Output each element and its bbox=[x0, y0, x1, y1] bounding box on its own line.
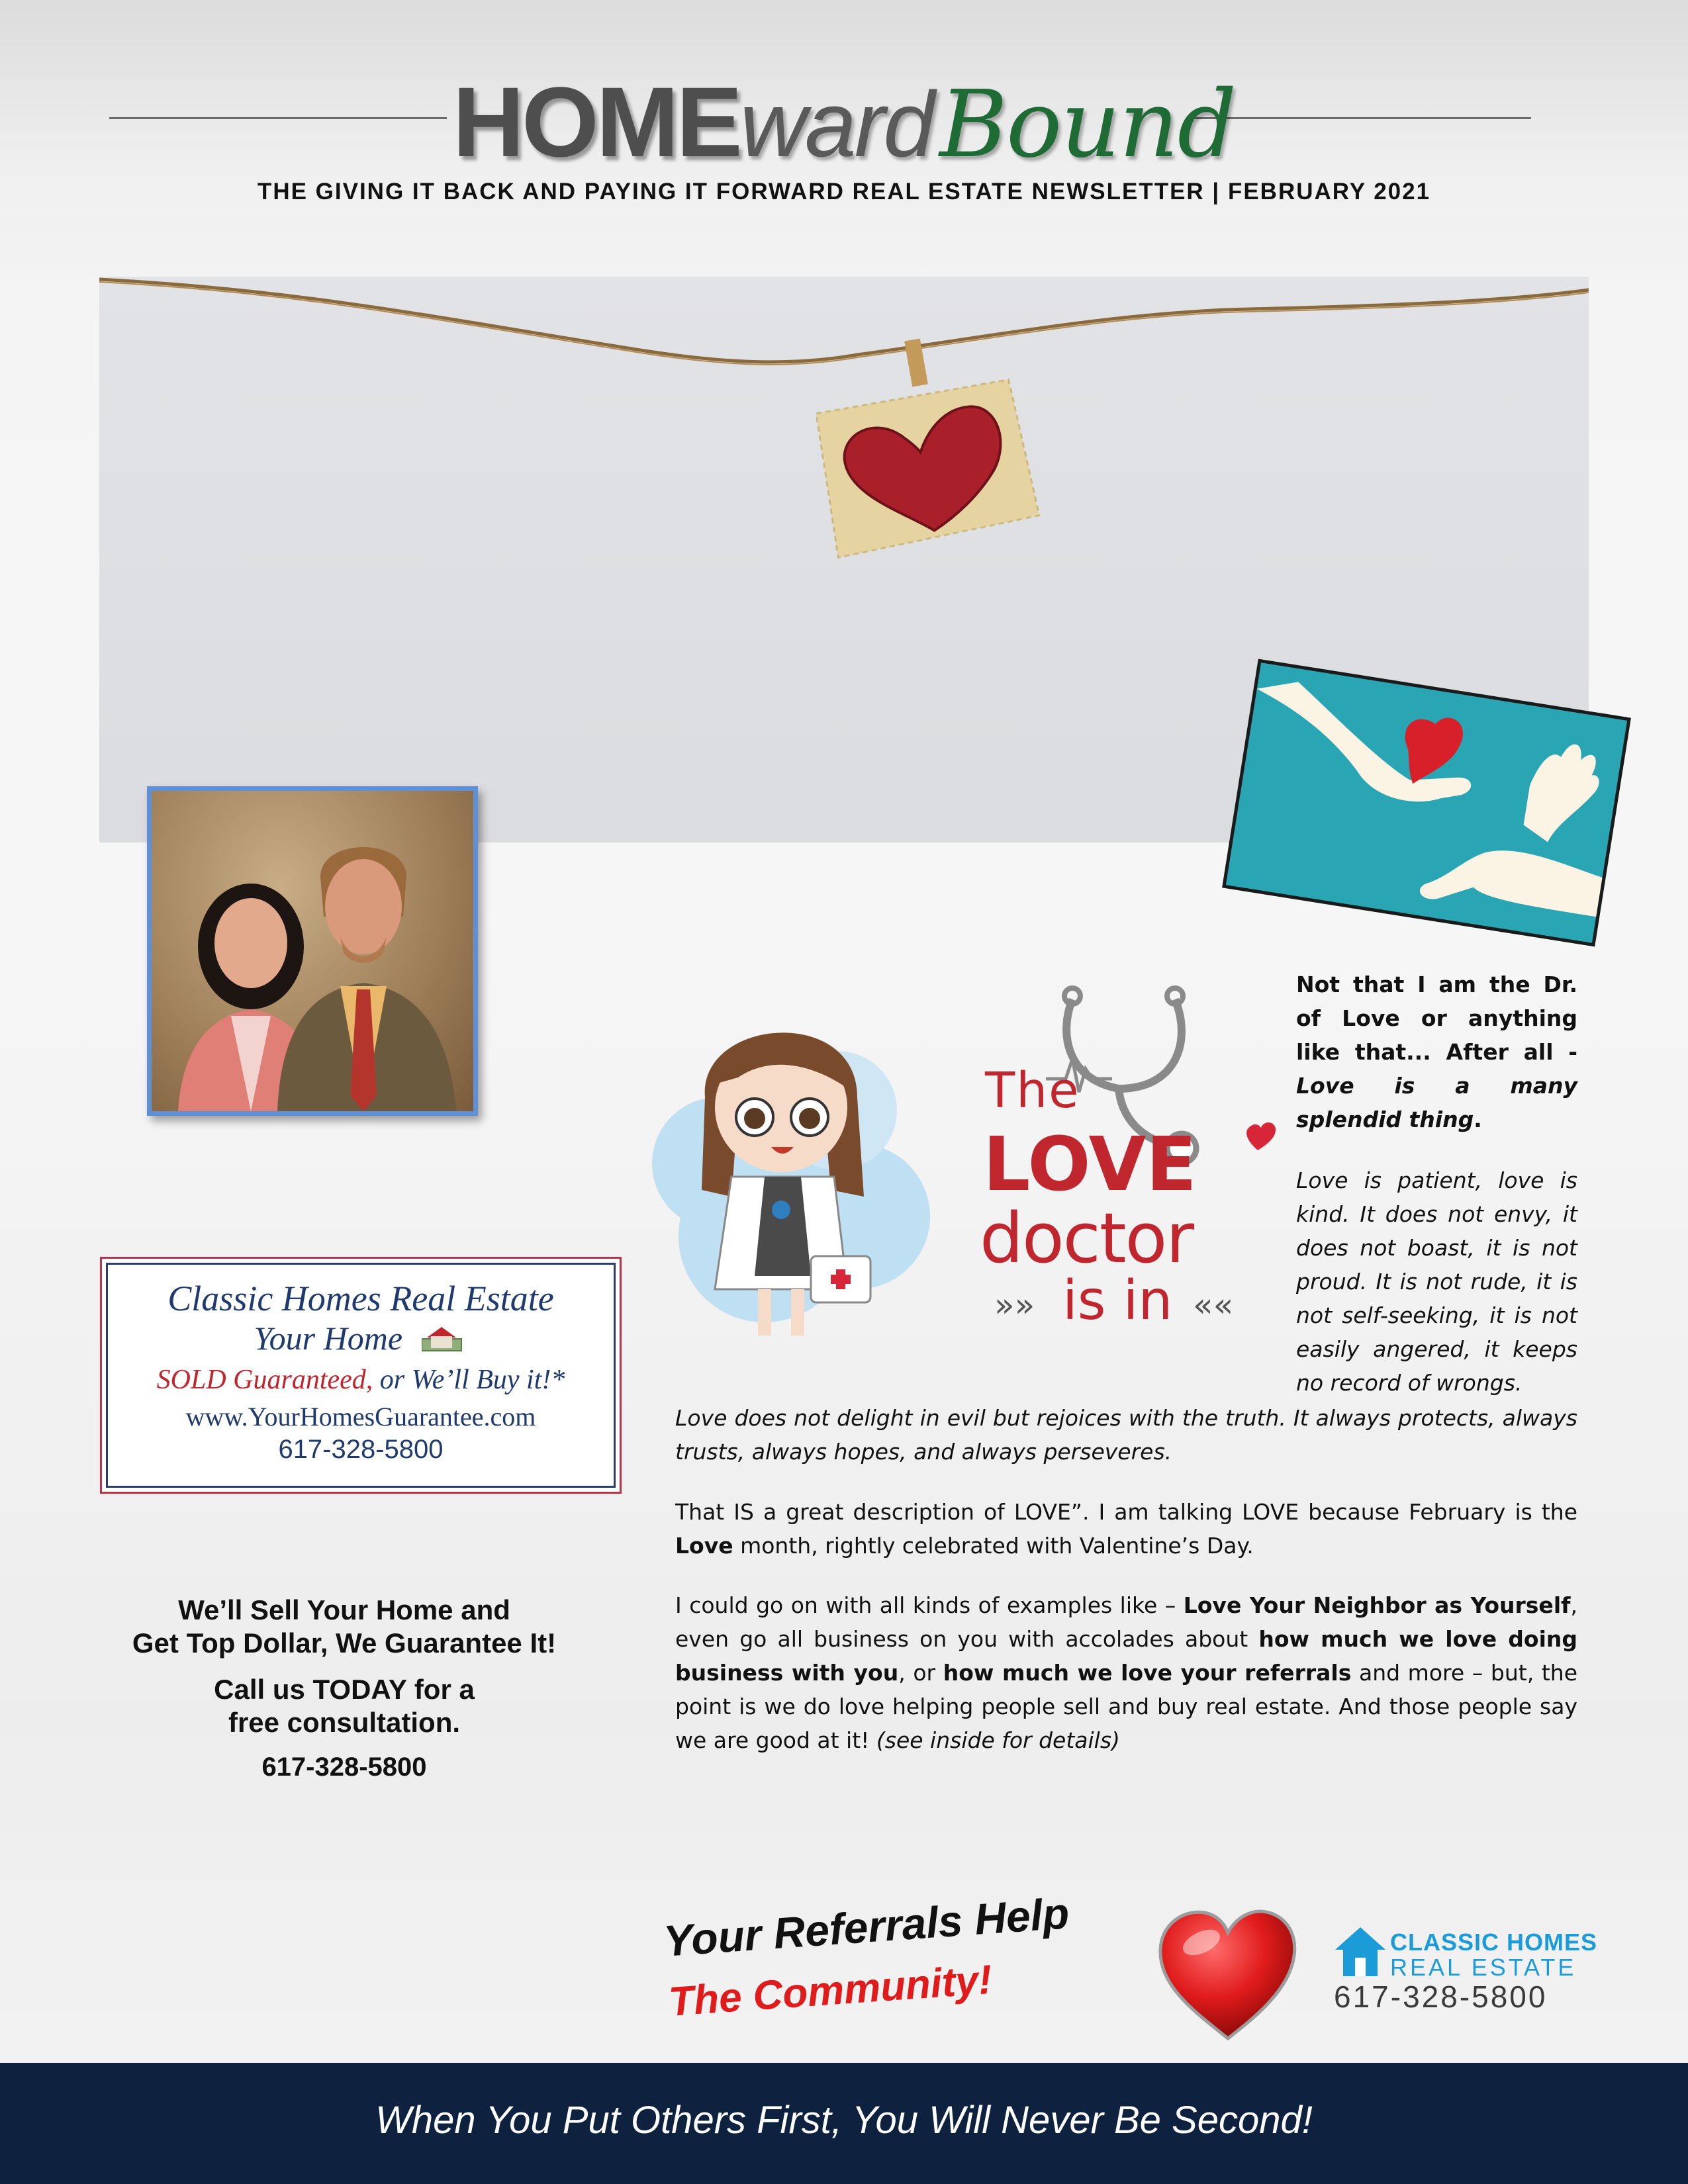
ad-your-home: Your Home bbox=[108, 1319, 614, 1361]
ad-company-name: Classic Homes Real Estate bbox=[167, 1279, 554, 1318]
guarantee-ad bbox=[106, 1263, 616, 1488]
logo-phone[interactable]: 617-328-5800 bbox=[1334, 1979, 1548, 2014]
logo-line-2: REAL ESTATE bbox=[1390, 1954, 1577, 1981]
sell-line-1: We’ll Sell Your Home and bbox=[178, 1594, 510, 1625]
footer-tagline: When You Put Others First, You Will Never Be Second! bbox=[375, 2099, 1313, 2142]
article-intro: Not that I am the Dr. of Love or anything like that... After all - Love is a many splendid thing. bbox=[1296, 972, 1577, 1132]
big-heart-icon bbox=[1155, 1906, 1301, 2045]
doctor-cartoon bbox=[639, 978, 983, 1349]
ad-guarantee-line: SOLD Guaranteed, or We’ll Buy it!* bbox=[156, 1364, 565, 1395]
logo-doctor: doctor bbox=[980, 1198, 1193, 1279]
small-heart-icon bbox=[1246, 1122, 1276, 1150]
referrals-headline: Your Referrals Help bbox=[662, 1888, 1071, 1966]
call-line-2: free consultation. bbox=[228, 1707, 461, 1738]
logo-is-in: is in bbox=[1062, 1269, 1173, 1332]
masthead-ward: ward bbox=[739, 72, 933, 176]
newsletter-masthead bbox=[0, 65, 1688, 177]
referrals-community: The Community! bbox=[667, 1956, 994, 2025]
logo-line-1: CLASSIC HOMES bbox=[1390, 1929, 1598, 1956]
masthead-home: HOME bbox=[452, 66, 740, 177]
article-love-passage-cont: Love does not delight in evil but rejoices with the truth. It always protects, always trusts, always hopes, and always perseveres. bbox=[675, 1405, 1577, 1465]
agents-photo bbox=[147, 786, 478, 1116]
call-line-1: Call us TODAY for a bbox=[214, 1674, 475, 1705]
article-paragraph-4: I could go on with all kinds of examples like – Love Your Neighbor as Yourself, even go all business on you with accolades about how much we love doing business with you, or how much we love your referrals and more – but, the point is we do love helping people sell and buy real estate. And those people say we are good at it! (see inside for details) bbox=[675, 1592, 1578, 1753]
newsletter-subtitle: THE GIVING IT BACK AND PAYING IT FORWARD REAL ESTATE NEWSLETTER | FEBRUARY 2021 bbox=[257, 179, 1431, 205]
classic-homes-logo bbox=[1331, 1925, 1598, 2017]
house-icon bbox=[1334, 1925, 1387, 1979]
sell-phone[interactable]: 617-328-5800 bbox=[261, 1752, 427, 1782]
love-doctor-logo bbox=[980, 979, 1291, 1350]
ad-url[interactable]: www.YourHomesGuarantee.com bbox=[185, 1401, 536, 1432]
logo-arrows-left: »» bbox=[994, 1286, 1035, 1324]
logo-the: The bbox=[985, 1062, 1080, 1119]
logo-arrows-right: «« bbox=[1193, 1286, 1234, 1324]
ad-phone[interactable]: 617-328-5800 bbox=[278, 1434, 444, 1464]
article-paragraph-3: That IS a great description of LOVE”. I am talking LOVE because February is the Love month, rightly celebrated with Valentine’s Day. bbox=[675, 1499, 1577, 1559]
heart-tag bbox=[813, 379, 1040, 557]
logo-love: LOVE bbox=[983, 1122, 1197, 1208]
sell-line-2: Get Top Dollar, We Guarantee It! bbox=[132, 1627, 557, 1659]
masthead-bound: Bound bbox=[939, 71, 1236, 179]
article-love-passage: Love is patient, love is kind. It does not envy, it does not boast, it is not proud. It is not rude, it is not self-seeking, it is not easily angered, it keeps no record of wrongs. bbox=[1296, 1167, 1577, 1396]
house-cash-icon bbox=[422, 1323, 468, 1361]
